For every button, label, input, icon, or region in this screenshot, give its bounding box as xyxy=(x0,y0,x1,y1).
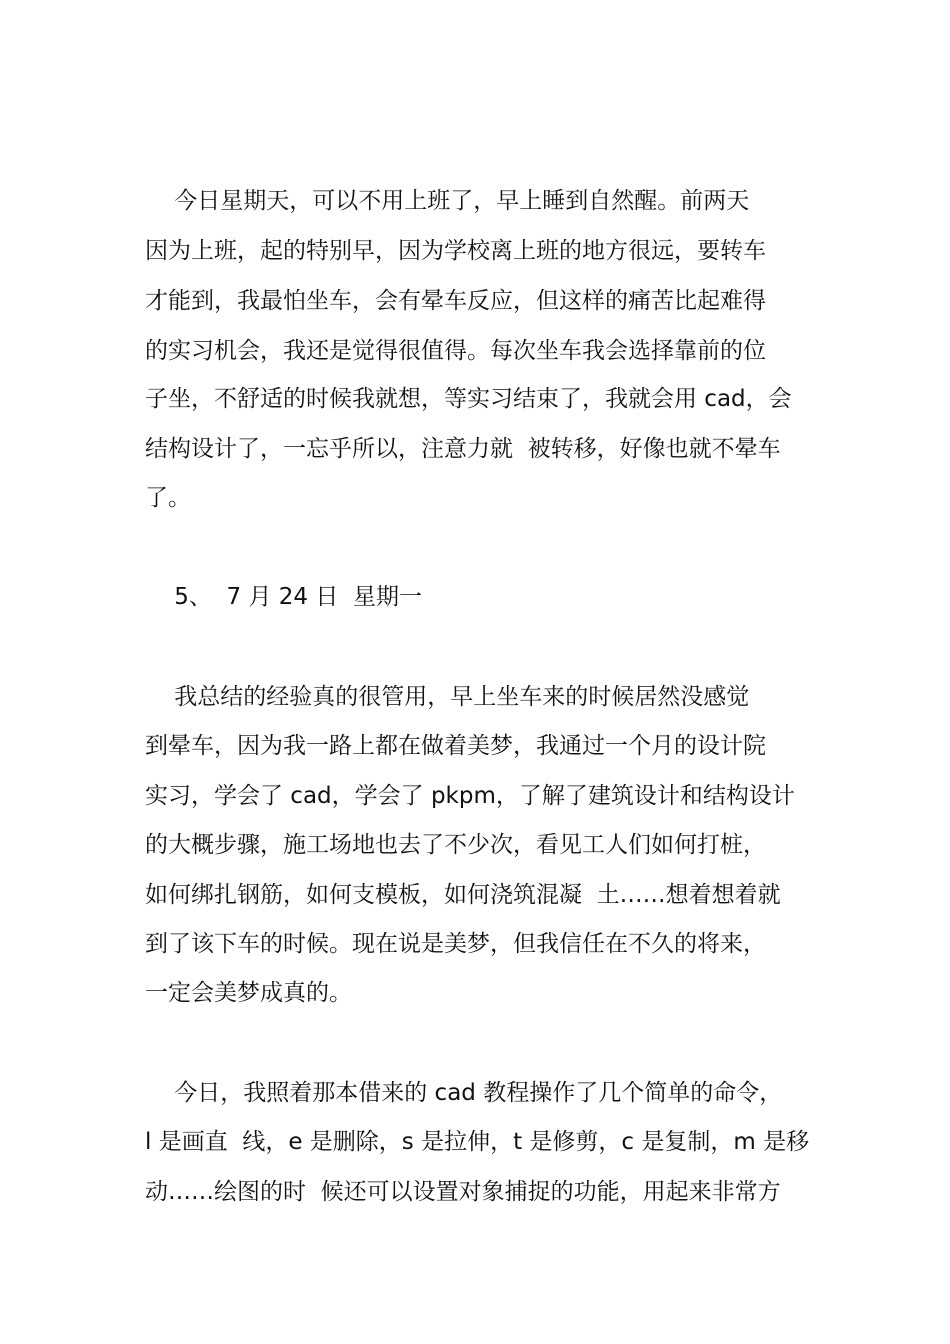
text-line: 如何绑扎钢筋，如何支模板，如何浇筑混凝 土……想着想着就 xyxy=(145,882,781,908)
text-line: 因为上班，起的特别早，因为学校离上班的地方很远，要转车 xyxy=(145,238,766,264)
text-line: 子坐，不舒适的时候我就想，等实习结束了，我就会用 cad，会 xyxy=(145,386,792,412)
text-line: 到晕车，因为我一路上都在做着美梦，我通过一个月的设计院 xyxy=(145,733,766,759)
text-line: 今日星期天，可以不用上班了，早上睡到自然醒。前两天 xyxy=(145,188,750,214)
date-heading: 5、 7 月 24 日 星期一 xyxy=(145,584,422,610)
text-line: 到了该下车的时候。现在说是美梦，但我信任在不久的将来， xyxy=(145,931,766,957)
text-line: 才能到，我最怕坐车，会有晕车反应，但这样的痛苦比起难得 xyxy=(145,288,766,314)
text-line: 实习，学会了 cad，学会了 pkpm，了解了建筑设计和结构设计 xyxy=(145,783,795,809)
text-line: 一定会美梦成真的。 xyxy=(145,980,352,1006)
text-line: 今日，我照着那本借来的 cad 教程操作了几个简单的命令， xyxy=(145,1080,783,1106)
text-line: 动……绘图的时 候还可以设置对象捕捉的功能，用起来非常方 xyxy=(145,1179,781,1205)
text-line: 了。 xyxy=(145,485,191,511)
text-line: 的实习机会，我还是觉得很值得。每次坐车我会选择靠前的位 xyxy=(145,338,766,364)
text-line: 我总结的经验真的很管用，早上坐车来的时候居然没感觉 xyxy=(145,684,750,710)
text-line: l 是画直 线，e 是删除，s 是拉伸，t 是修剪，c 是复制，m 是移 xyxy=(145,1129,810,1155)
text-line: 的大概步骤，施工场地也去了不少次，看见工人们如何打桩， xyxy=(145,832,766,858)
text-line: 结构设计了，一忘乎所以，注意力就 被转移，好像也就不晕车 xyxy=(145,436,781,462)
